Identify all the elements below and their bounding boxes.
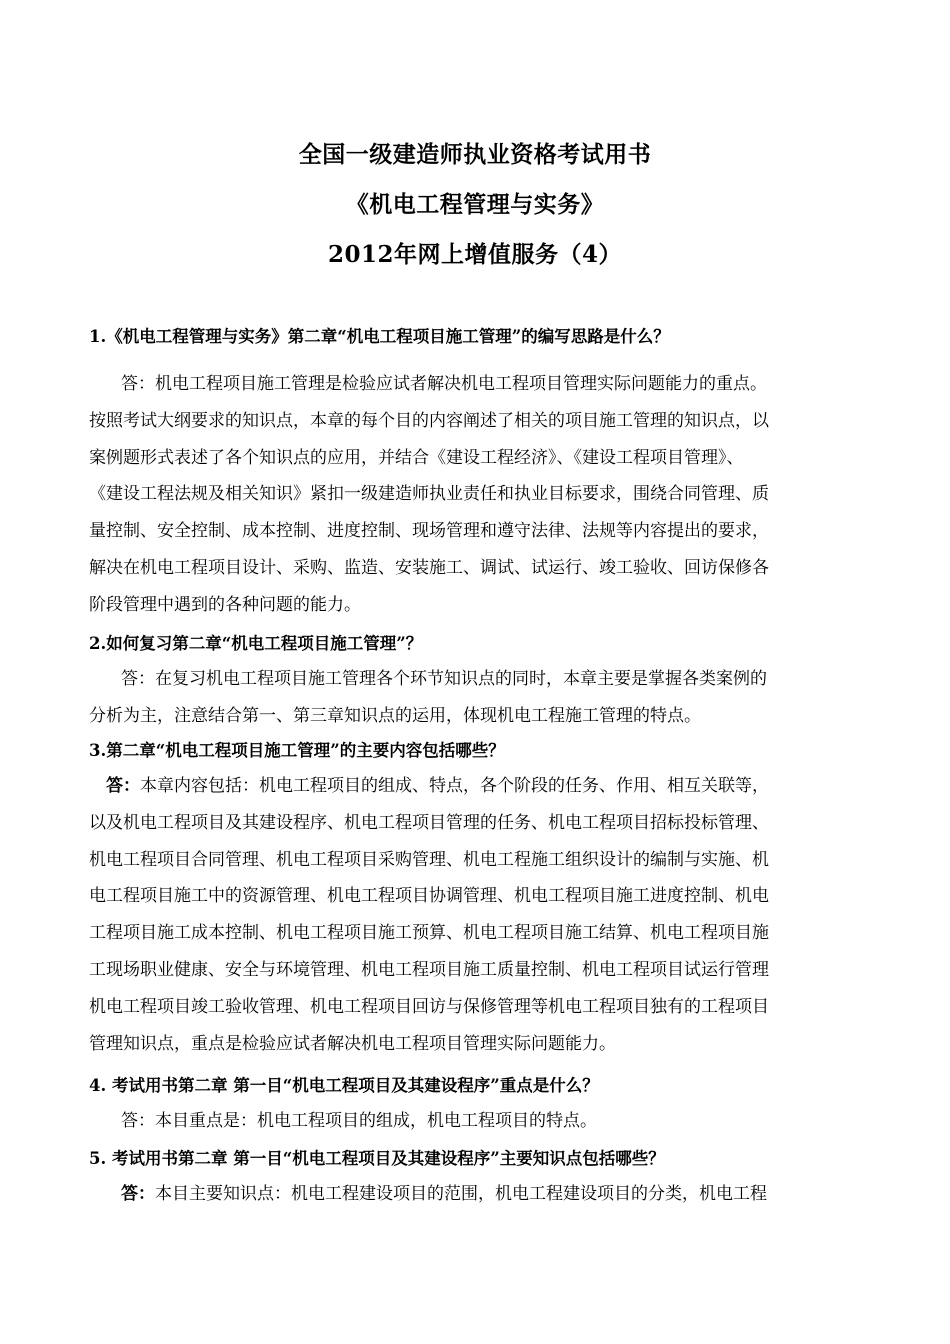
answer-1-line-1: 答：机电工程项目施工管理是检验应试者解决机电工程项目管理实际问题能力的重点。 [121, 374, 767, 394]
answer-label: 答： [106, 776, 140, 796]
answer-1-line-6: 解决在机电工程项目设计、采购、监造、安装施工、调试、试运行、竣工验收、回访保修各 [89, 557, 769, 578]
answer-2 [89, 661, 860, 735]
question-3: 3.第二章“机电工程项目施工管理”的主要内容包括哪些？ [89, 741, 505, 760]
document-title-line3: 2012年网上增值服务（4） [327, 241, 623, 268]
answer-3 [89, 768, 860, 1062]
answer-3-line-7: 机电工程项目竣工验收管理、机电工程项目回访与保修管理等机电工程项目独有的工程项目 [89, 996, 769, 1017]
answer-5-line-1: 答：本目主要知识点：机电工程建设项目的范围，机电工程建设项目的分类，机电工程 [121, 1184, 767, 1204]
answer-2-line-1: 答：在复习机电工程项目施工管理各个环节知识点的同时，本章主要是掌握各类案例的 [121, 669, 767, 689]
answer-3-line-1: 答：本章内容包括：机电工程项目的组成、特点，各个阶段的任务、作用、相互关联等， [106, 776, 769, 796]
answer-label: 答： [121, 669, 155, 689]
answer-label: 答： [121, 374, 155, 394]
answer-1-line-7: 阶段管理中遇到的各种问题的能力。 [89, 594, 361, 615]
answer-4 [89, 1103, 860, 1140]
question-5: 5. 考试用书第二章 第一目“机电工程项目及其建设程序”主要知识点包括哪些？ [89, 1149, 665, 1168]
answer-1-line-4: 《建设工程法规及相关知识》紧扣一级建造师执业责任和执业目标要求，围绕合同管理、质 [89, 484, 769, 505]
answer-3-line-6: 工现场职业健康、安全与环境管理、机电工程项目施工质量控制、机电工程项目试运行管理 [89, 959, 769, 980]
answer-1-line-3: 案例题形式表述了各个知识点的应用，并结合《建设工程经济》、《建设工程项目管理》、 [89, 447, 744, 468]
answer-1-line-2: 按照考试大纲要求的知识点，本章的每个目的内容阐述了相关的项目施工管理的知识点，以 [89, 410, 769, 431]
answer-label: 答： [121, 1111, 155, 1131]
answer-3-line-5: 工程项目施工成本控制、机电工程项目施工预算、机电工程项目施工结算、机电工程项目施 [89, 923, 769, 944]
answer-3-line-8: 管理知识点，重点是检验应试者解决机电工程项目管理实际问题能力。 [89, 1033, 616, 1054]
document-title-line2: 《机电工程管理与实务》 [345, 191, 605, 218]
answer-1-line-5: 量控制、安全控制、成本控制、进度控制、现场管理和遵守法律、法规等内容提出的要求， [89, 521, 769, 542]
question-2: 2.如何复习第二章“机电工程项目施工管理”？ [89, 634, 423, 653]
answer-label: 答： [121, 1184, 155, 1204]
answer-1 [89, 366, 860, 624]
answer-2-line-2: 分析为主，注意结合第一、第三章知识点的运用，体现机电工程施工管理的特点。 [89, 705, 701, 726]
answer-5 [89, 1176, 860, 1213]
answer-3-line-4: 电工程项目施工中的资源管理、机电工程项目协调管理、机电工程项目施工进度控制、机电 [89, 886, 769, 907]
question-4: 4. 考试用书第二章 第一目“机电工程项目及其建设程序”重点是什么？ [89, 1076, 599, 1095]
document-title-line1: 全国一级建造师执业资格考试用书 [298, 141, 652, 168]
answer-3-line-3: 机电工程项目合同管理、机电工程项目采购管理、机电工程施工组织设计的编制与实施、机 [89, 849, 769, 870]
question-1: 1.《机电工程管理与实务》第二章“机电工程项目施工管理”的编写思路是什么？ [89, 327, 670, 346]
answer-4-line-1: 答：本目重点是：机电工程项目的组成，机电工程项目的特点。 [121, 1111, 597, 1131]
answer-3-line-2: 以及机电工程项目及其建设程序、机电工程项目管理的任务、机电工程项目招标投标管理、 [89, 812, 769, 833]
